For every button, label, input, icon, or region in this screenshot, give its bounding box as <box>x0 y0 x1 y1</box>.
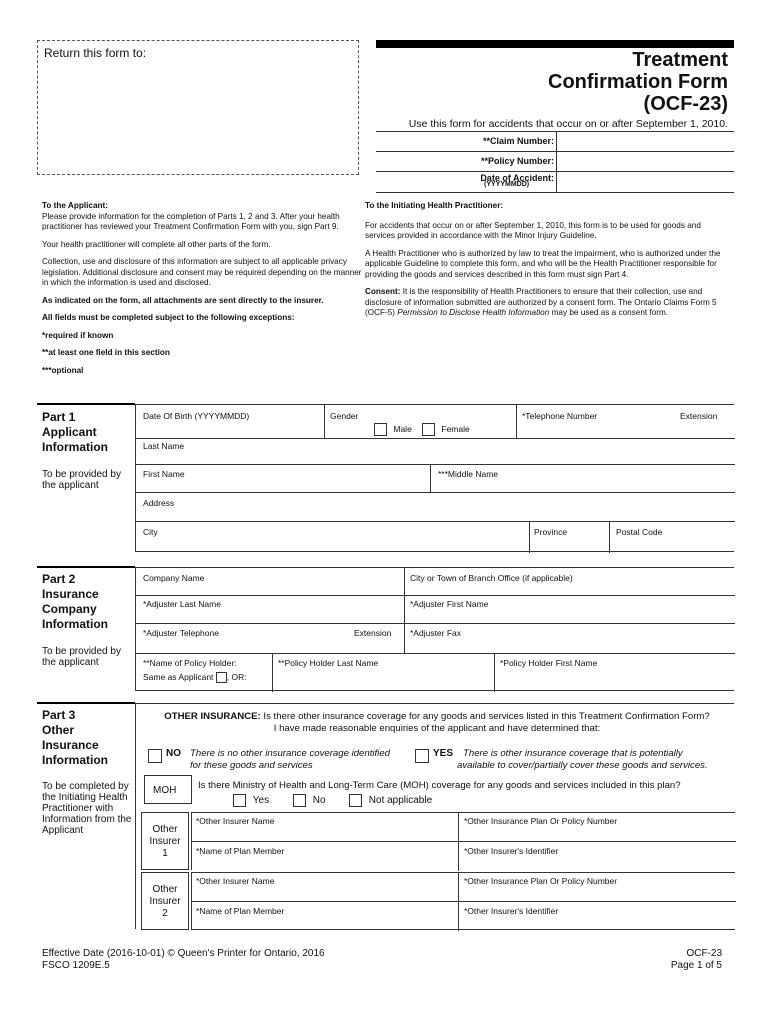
part3-heading <box>42 708 137 836</box>
no-label: NO <box>166 748 181 759</box>
return-label: Return this form to: <box>44 46 147 60</box>
postal-code-label: Postal Code <box>616 527 663 537</box>
oi1-plan-label: *Other Insurance Plan Or Policy Number <box>464 816 618 826</box>
no-text1: There is no other insurance coverage identified <box>190 748 390 759</box>
company-name-field[interactable] <box>136 568 404 595</box>
exception-required: *required if known <box>42 330 114 340</box>
divider <box>324 405 325 438</box>
same-as-applicant-or: , OR: <box>226 672 247 682</box>
oi2-id-label: *Other Insurer's Identifier <box>464 906 559 916</box>
male-checkbox[interactable] <box>374 423 387 436</box>
exception-at-least-one: **at least one field in this section <box>42 348 170 357</box>
no-other-insurance-checkbox[interactable] <box>148 747 162 765</box>
other-insurer-2-box <box>141 872 189 930</box>
telephone-label: *Telephone Number <box>522 411 598 421</box>
part3-name-line2: Insurance <box>42 738 99 752</box>
part3-head-rule <box>37 702 135 704</box>
part2-name-line3: Information <box>42 617 108 631</box>
part1-title: Part 1 <box>42 410 76 424</box>
moh-yes-checkbox[interactable] <box>233 794 246 807</box>
moh-no-checkbox[interactable] <box>293 794 306 807</box>
city-branch-field[interactable] <box>404 568 735 595</box>
adjuster-fax-field[interactable] <box>404 623 735 653</box>
oi1-plan-field[interactable] <box>458 813 736 841</box>
telephone-field[interactable] <box>516 405 666 438</box>
province-field[interactable] <box>529 521 609 553</box>
date-of-accident-label: Date of Accident: <box>480 173 554 183</box>
oi2-member-label: *Name of Plan Member <box>196 906 285 916</box>
form-id: OCF-23 <box>686 948 722 959</box>
part1-form <box>135 404 734 552</box>
other-insurer-2-fields <box>191 872 735 930</box>
gender-male-option[interactable] <box>374 423 412 436</box>
oi2-line2: Insurer <box>149 896 181 907</box>
oi1-line2: Insurer <box>149 836 181 847</box>
last-name-label: Last Name <box>143 441 185 451</box>
exception-optional: ***optional <box>42 365 84 375</box>
practitioner-p1: For accidents that occur on or after September 1, 2010, this form is to be used for goods and services provided in accordance with the Minor Injury Guideline. <box>365 220 701 240</box>
oi1-member-field[interactable] <box>192 841 458 871</box>
oi1-name-label: *Other Insurer Name <box>196 816 275 826</box>
other-insurer-1-fields <box>191 812 735 870</box>
footer-left <box>42 948 325 972</box>
address-label: Address <box>143 498 175 508</box>
applicant-p2: Your health practitioner will complete all other parts of the form. <box>42 239 271 249</box>
middle-name-field[interactable] <box>430 464 735 492</box>
practitioner-instructions <box>365 201 730 326</box>
other-insurer-1-box <box>141 812 189 870</box>
consent-italic: Permission to Disclose Health Information <box>397 308 550 317</box>
form-title <box>388 49 728 115</box>
title-line3: (OCF-23) <box>643 93 728 115</box>
oi2-name-label: *Other Insurer Name <box>196 876 275 886</box>
address-field[interactable] <box>136 492 735 521</box>
oi2-line3: 2 <box>162 908 168 919</box>
part2-note: To be provided by the applicant <box>42 646 121 668</box>
part3-name-line3: Information <box>42 753 108 767</box>
part2-form <box>135 567 734 691</box>
policy-number-label: **Policy Number: <box>480 156 554 166</box>
city-branch-label: City or Town of Branch Office (if applicable) <box>410 573 573 583</box>
ph-first-field[interactable] <box>494 653 735 692</box>
female-label: Female <box>441 423 470 434</box>
yes-label: YES <box>433 748 454 759</box>
ph-last-field[interactable] <box>272 653 494 692</box>
female-checkbox[interactable] <box>422 423 435 436</box>
dob-label: Date Of Birth (YYYYMMDD) <box>143 411 250 421</box>
company-name-label: Company Name <box>143 573 205 583</box>
return-address-box[interactable] <box>37 40 359 175</box>
male-label: Male <box>393 423 412 434</box>
date-of-accident-field[interactable] <box>556 172 734 192</box>
consent-text-b: may be used as a consent form. <box>551 308 669 317</box>
other-ins-q2: I have made reasonable enquiries of the applicant and have determined that: <box>273 723 601 734</box>
other-ins-q1: Is there other insurance coverage for any goods and services listed in this Treatment Confirmation Form? <box>263 711 710 722</box>
claim-number-label: **Claim Number: <box>482 136 554 146</box>
oi2-member-field[interactable] <box>192 901 458 931</box>
yes-other-insurance-checkbox[interactable] <box>415 747 429 765</box>
oi2-plan-label: *Other Insurance Plan Or Policy Number <box>464 876 618 886</box>
effective-date: Effective Date (2016-10-01) © Queen's Printer for Ontario, 2016 <box>42 948 325 959</box>
part1-name-line2: Information <box>42 440 108 454</box>
last-name-field[interactable] <box>136 438 735 464</box>
part3-form <box>135 703 734 929</box>
part3-note: To be completed by the Initiating Health Practitioner with Information from the Applicant <box>42 781 132 836</box>
policy-number-row <box>376 151 734 171</box>
same-as-applicant-label: Same as Applicant <box>143 672 214 682</box>
adjuster-first-label: *Adjuster First Name <box>410 599 489 609</box>
claim-number-field[interactable] <box>556 132 734 151</box>
no-text2: for these goods and services <box>190 760 313 771</box>
adjuster-fax-label: *Adjuster Fax <box>410 628 462 638</box>
part3-name-line1: Other <box>42 723 75 737</box>
adjuster-tel-label: *Adjuster Telephone <box>143 628 219 638</box>
part2-name-line2: Company <box>42 602 97 616</box>
oi1-line1: Other <box>152 824 178 835</box>
province-label: Province <box>534 527 568 537</box>
yes-description <box>457 748 708 772</box>
moh-na-checkbox[interactable] <box>349 794 362 807</box>
title-line1: Treatment <box>632 49 728 71</box>
page-number: Page 1 of 5 <box>670 960 722 971</box>
form-code: FSCO 1209E.5 <box>42 960 110 971</box>
same-as-applicant-checkbox[interactable] <box>216 672 227 683</box>
gender-label: Gender <box>330 411 359 421</box>
same-as-applicant-option[interactable] <box>143 672 247 683</box>
adjuster-last-label: *Adjuster Last Name <box>143 599 221 609</box>
other-insurance-question <box>142 711 732 735</box>
yes-text2: available to cover/partially cover these goods and services. <box>457 760 708 771</box>
oi1-id-field[interactable] <box>458 841 736 871</box>
moh-no-label: No <box>312 795 326 807</box>
adjuster-first-field[interactable] <box>404 595 735 623</box>
date-of-accident-row <box>376 171 734 193</box>
city-label: City <box>143 527 158 537</box>
consent-text-a: It is the responsibility of Health Practitioners to ensure that their collection, use and disclosure of information submitted are authorized by a consent form. The Ontario Claims Form 5 (OCF-5) <box>365 287 717 317</box>
ph-first-label: *Policy Holder First Name <box>500 658 598 668</box>
extension-label: Extension <box>680 411 718 421</box>
oi2-line1: Other <box>152 884 178 895</box>
practitioner-heading: To the Initiating Health Practitioner: <box>365 201 504 210</box>
moh-yes-option[interactable] <box>233 794 269 807</box>
consent-paragraph <box>365 287 730 319</box>
first-name-field[interactable] <box>136 464 430 492</box>
applicant-instructions <box>42 201 362 383</box>
part1-note: To be provided by the applicant <box>42 469 121 491</box>
yes-text1: There is other insurance coverage that is potentially <box>463 748 683 759</box>
moh-yes-label: Yes <box>252 795 270 807</box>
part1-head-rule <box>37 403 135 405</box>
policy-number-field[interactable] <box>556 152 734 171</box>
applicant-p3: Collection, use and disclosure of this information are subject to all applicable privacy legislation. Additional disclosure and consent may be required depending on the manner in which the information is used and disclosed. <box>42 257 362 287</box>
title-line2: Confirmation Form <box>548 71 728 93</box>
gender-female-option[interactable] <box>422 423 470 436</box>
first-name-label: First Name <box>143 469 185 479</box>
ph-last-label: **Policy Holder Last Name <box>278 658 379 668</box>
part2-heading <box>42 572 137 668</box>
applicant-heading: To the Applicant: <box>42 201 108 210</box>
moh-question: Is there Ministry of Health and Long-Term Care (MOH) coverage for any goods and services included in this plan? <box>198 780 681 791</box>
oi2-id-field[interactable] <box>458 901 736 931</box>
applicant-p1: Please provide information for the completion of Parts 1, 2 and 3. After your health practitioner has reviewed your Treatment Confirmation Form with you, sign Part 9. <box>42 211 340 231</box>
footer-right <box>671 948 722 972</box>
claim-number-row <box>376 131 734 151</box>
oi2-plan-field[interactable] <box>458 873 736 901</box>
no-description <box>190 748 390 772</box>
applicant-p5: All fields must be completed subject to the following exceptions: <box>42 313 295 322</box>
applicant-p4: As indicated on the form, all attachments are sent directly to the insurer. <box>42 295 324 305</box>
moh-na-option[interactable] <box>349 794 432 807</box>
practitioner-p2: A Health Practitioner who is authorized by law to treat the impairment, who is authorized under the applicable Guideline to complete this form, and who will be the Health Practitioner responsible for providing the goods and services described in this form must sign Part 4. <box>365 248 721 279</box>
oi1-name-field[interactable] <box>192 813 458 841</box>
moh-na-label: Not applicable <box>368 795 433 807</box>
oi1-id-label: *Other Insurer's Identifier <box>464 846 559 856</box>
moh-no-option[interactable] <box>293 794 326 807</box>
city-field[interactable] <box>136 521 529 553</box>
adjuster-last-field[interactable] <box>136 595 404 623</box>
subtitle: Use this form for accidents that occur on or after September 1, 2010. <box>408 118 728 130</box>
policy-holder-label: **Name of Policy Holder: <box>143 658 237 668</box>
moh-box <box>144 775 192 804</box>
part2-name-line1: Insurance <box>42 587 99 601</box>
part2-title: Part 2 <box>42 572 76 586</box>
moh-label: MOH <box>153 785 177 796</box>
postal-code-field[interactable] <box>609 521 735 553</box>
extension-field[interactable] <box>666 405 735 438</box>
part1-name-line1: Applicant <box>42 425 97 439</box>
dob-field[interactable] <box>136 405 324 438</box>
part2-head-rule <box>37 566 135 568</box>
date-format-hint: (YYYYMMDD) <box>484 181 530 188</box>
adjuster-ext-label: Extension <box>354 628 392 638</box>
middle-name-label: ***Middle Name <box>438 469 498 479</box>
oi1-line3: 1 <box>162 848 168 859</box>
consent-label: Consent: <box>365 287 401 296</box>
oi2-name-field[interactable] <box>192 873 458 901</box>
part1-heading <box>42 410 137 491</box>
oi1-member-label: *Name of Plan Member <box>196 846 285 856</box>
other-ins-bold: OTHER INSURANCE: <box>164 711 261 722</box>
adjuster-tel-field[interactable] <box>136 623 404 653</box>
title-bar <box>376 40 734 48</box>
part3-title: Part 3 <box>42 708 76 722</box>
